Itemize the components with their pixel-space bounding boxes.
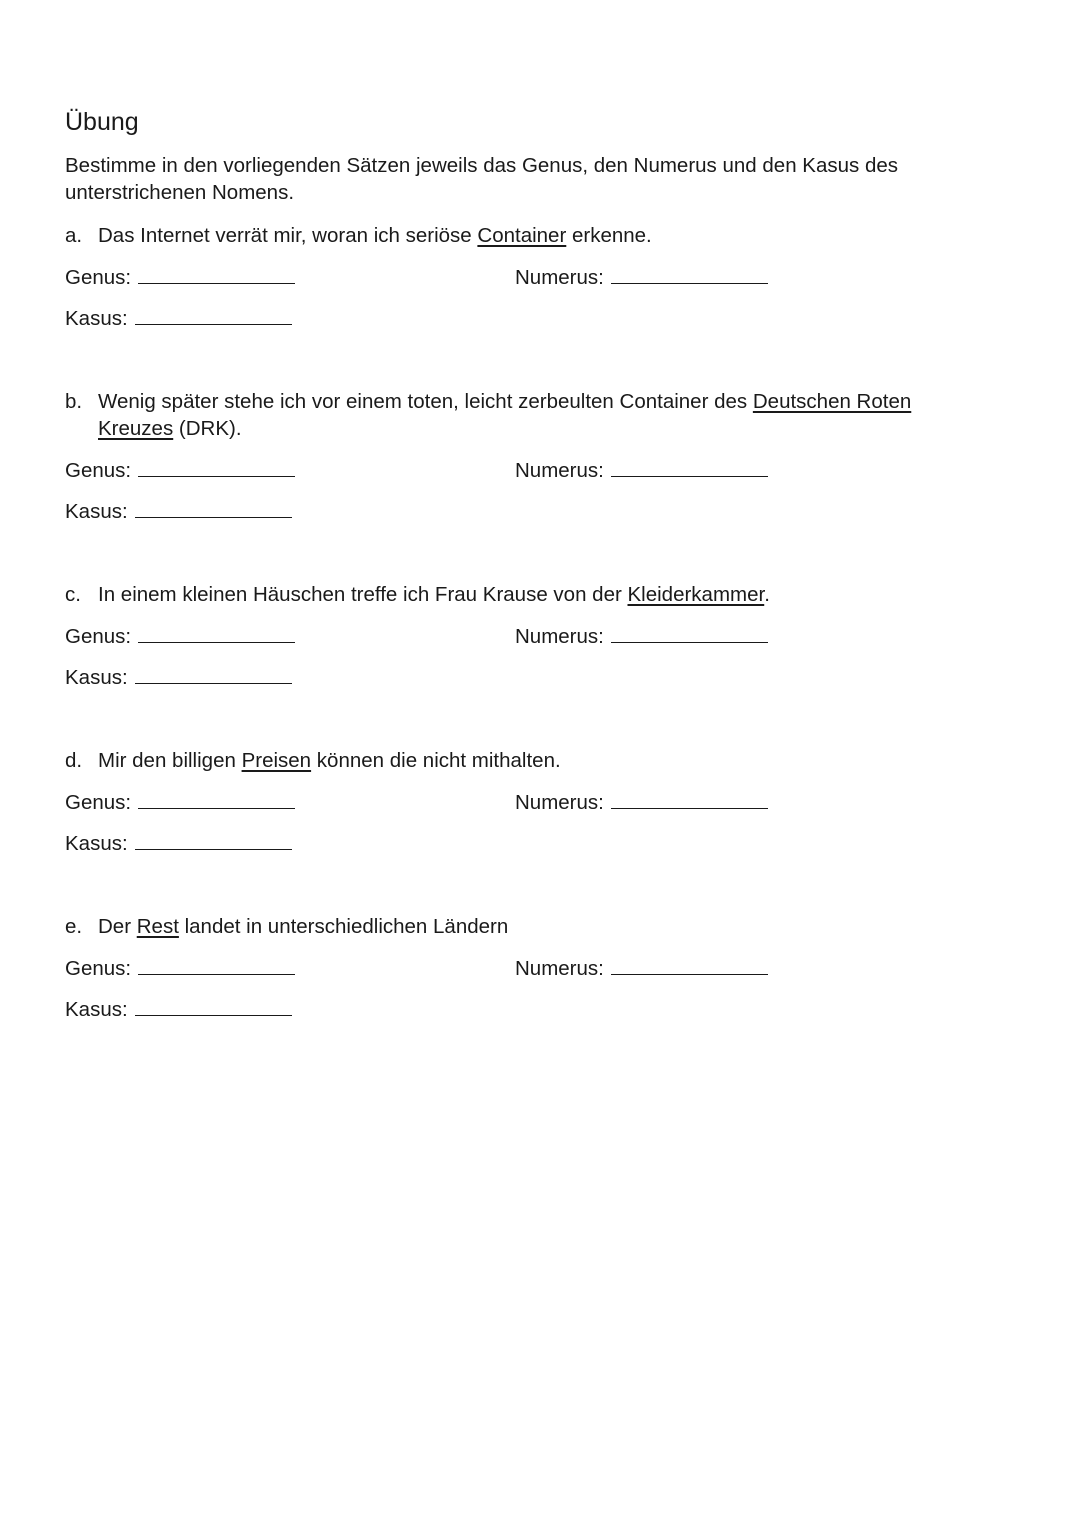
genus-label: Genus: <box>65 625 132 648</box>
numerus-field[interactable] <box>515 456 768 484</box>
kasus-label: Kasus: <box>65 307 128 330</box>
kasus-field[interactable] <box>65 304 292 332</box>
kasus-blank[interactable] <box>135 663 292 684</box>
field-row-genus-numerus <box>65 456 975 497</box>
genus-field[interactable] <box>65 263 295 291</box>
genus-blank[interactable] <box>138 788 295 809</box>
underlined-noun: Container <box>477 224 567 247</box>
numerus-label: Numerus: <box>515 791 604 814</box>
exercise-a <box>65 222 975 345</box>
genus-label: Genus: <box>65 266 132 289</box>
underlined-noun: Rest <box>136 915 179 938</box>
genus-label: Genus: <box>65 791 132 814</box>
numerus-field[interactable] <box>515 263 768 291</box>
sentence-text: Wenig später stehe ich vor einem toten, leicht zerbeulten Container des Deutschen Roten Kreuzes (DRK). <box>98 390 912 440</box>
exercise-letter: c. <box>65 583 81 606</box>
field-row-kasus <box>65 829 975 870</box>
exercise-letter: b. <box>65 390 83 413</box>
sentence-text: In einem kleinen Häuschen treffe ich Frau Krause von der Kleiderkammer. <box>98 583 770 606</box>
numerus-blank[interactable] <box>611 456 768 477</box>
kasus-field[interactable] <box>65 829 292 857</box>
genus-field[interactable] <box>65 788 295 816</box>
genus-blank[interactable] <box>138 954 295 975</box>
field-row-kasus <box>65 304 975 345</box>
page-title: Übung <box>65 108 139 136</box>
genus-field[interactable] <box>65 954 295 982</box>
kasus-label: Kasus: <box>65 666 128 689</box>
sentence-text: Mir den billigen Preisen können die nicht mithalten. <box>98 749 561 772</box>
numerus-label: Numerus: <box>515 459 604 482</box>
exercise-letter: a. <box>65 224 83 247</box>
kasus-field[interactable] <box>65 497 292 525</box>
kasus-blank[interactable] <box>135 995 292 1016</box>
exercise-sentence <box>65 388 975 442</box>
numerus-label: Numerus: <box>515 957 604 980</box>
instructions-text: Bestimme in den vorliegenden Sätzen jeweils das Genus, den Numerus und den Kasus des unterstrichenen Nomens. <box>65 154 899 204</box>
kasus-label: Kasus: <box>65 998 128 1021</box>
underlined-noun: Preisen <box>241 749 312 772</box>
numerus-label: Numerus: <box>515 266 604 289</box>
genus-blank[interactable] <box>138 456 295 477</box>
field-row-genus-numerus <box>65 263 975 304</box>
numerus-blank[interactable] <box>611 622 768 643</box>
kasus-blank[interactable] <box>135 497 292 518</box>
kasus-label: Kasus: <box>65 500 128 523</box>
exercise-c <box>65 581 975 704</box>
kasus-field[interactable] <box>65 995 292 1023</box>
kasus-field[interactable] <box>65 663 292 691</box>
exercise-b <box>65 388 975 538</box>
genus-field[interactable] <box>65 622 295 650</box>
genus-blank[interactable] <box>138 263 295 284</box>
numerus-blank[interactable] <box>611 263 768 284</box>
exercise-letter: d. <box>65 749 83 772</box>
genus-field[interactable] <box>65 456 295 484</box>
field-row-kasus <box>65 995 975 1036</box>
field-row-kasus <box>65 663 975 704</box>
kasus-label: Kasus: <box>65 832 128 855</box>
numerus-field[interactable] <box>515 954 768 982</box>
sentence-text: Der Rest landet in unterschiedlichen Ländern <box>98 915 509 938</box>
exercise-e <box>65 913 975 1036</box>
genus-blank[interactable] <box>138 622 295 643</box>
field-row-genus-numerus <box>65 622 975 663</box>
exercise-d <box>65 747 975 870</box>
exercise-sentence <box>65 581 975 608</box>
sentence-text: Das Internet verrät mir, woran ich seriöse Container erkenne. <box>98 224 652 247</box>
field-row-kasus <box>65 497 975 538</box>
genus-label: Genus: <box>65 957 132 980</box>
kasus-blank[interactable] <box>135 304 292 325</box>
numerus-blank[interactable] <box>611 788 768 809</box>
field-row-genus-numerus <box>65 954 975 995</box>
exercise-sentence <box>65 747 975 774</box>
underlined-noun: Kleiderkammer <box>627 583 765 606</box>
numerus-field[interactable] <box>515 788 768 816</box>
field-row-genus-numerus <box>65 788 975 829</box>
exercise-sentence <box>65 222 975 249</box>
genus-label: Genus: <box>65 459 132 482</box>
numerus-blank[interactable] <box>611 954 768 975</box>
numerus-label: Numerus: <box>515 625 604 648</box>
underlined-noun: Deutschen Roten Kreuzes <box>98 390 912 440</box>
numerus-field[interactable] <box>515 622 768 650</box>
kasus-blank[interactable] <box>135 829 292 850</box>
exercise-letter: e. <box>65 915 83 938</box>
exercise-sentence <box>65 913 975 940</box>
